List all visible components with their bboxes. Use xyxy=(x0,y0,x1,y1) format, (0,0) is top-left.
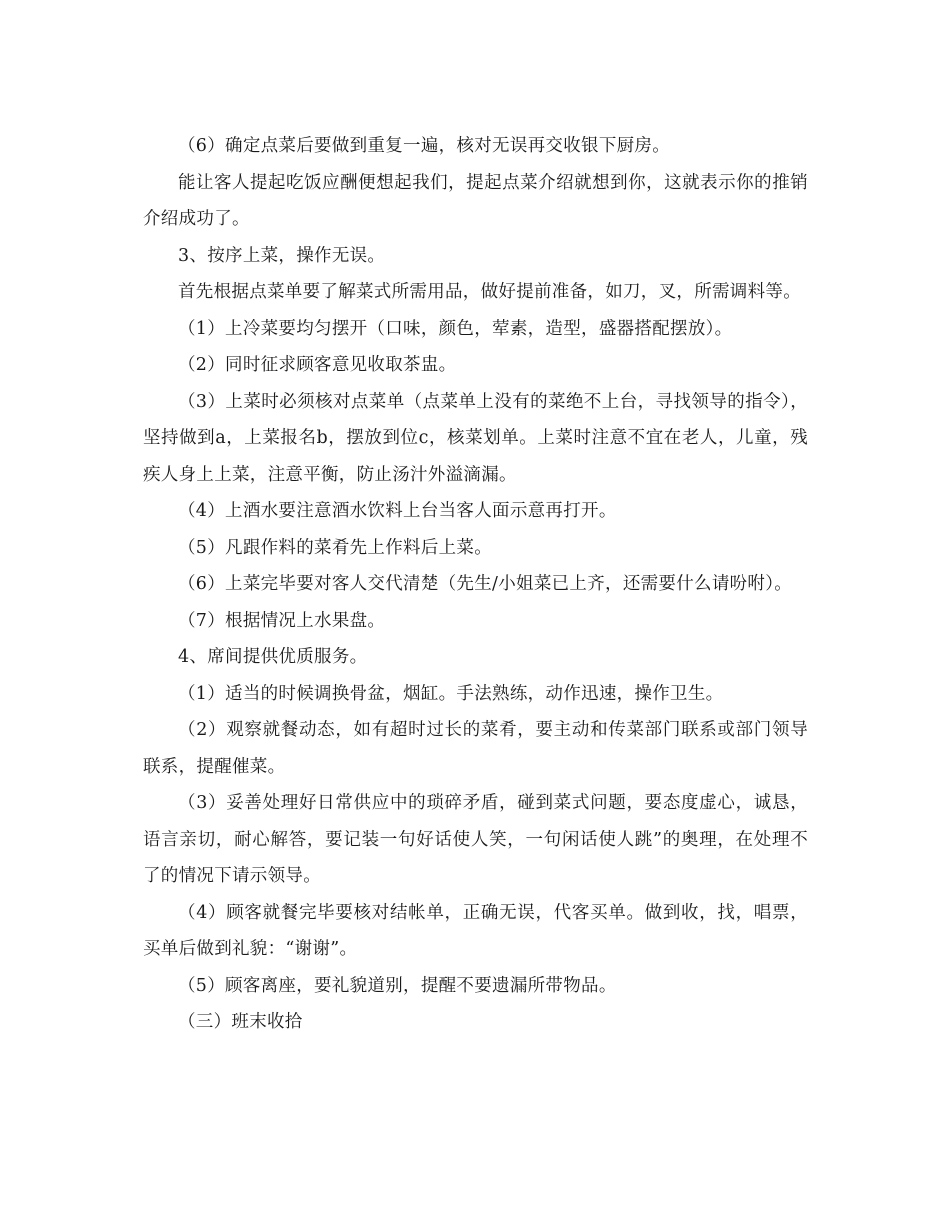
paragraph-item-6-dishes-complete: （6）上菜完毕要对客人交代清楚（先生/小姐菜已上齐，还需要什么请吩咐）。 xyxy=(178,574,793,594)
paragraph-item-2-observe-dining: （2）观察就餐动态，如有超时过长的菜肴，要主动和传菜部门联系或部门领导联系，提醒催菜。 xyxy=(143,720,808,777)
paragraph-item-4-checkout: （4）顾客就餐完毕要核对结帐单，正确无误，代客买单。做到收，找，唱票，买单后做到礼貌：“谢谢”。 xyxy=(143,902,808,959)
paragraph-item-5-condiments: （5）凡跟作料的菜肴先上作料后上菜。 xyxy=(178,537,493,558)
section-heading-shift-end: （三）班末收拾 xyxy=(178,1012,303,1032)
paragraph-preparation: 首先根据点菜单要了解菜式所需用品，做好提前准备，如刀，叉，所需调料等。 xyxy=(178,282,801,302)
paragraph-item-4-drinks: （4）上酒水要注意酒水饮料上台当客人面示意再打开。 xyxy=(178,501,617,521)
paragraph-item-7-fruit-plate: （7）根据情况上水果盘。 xyxy=(178,610,386,631)
paragraph-item-3-check-order: （3）上菜时必须核对点菜单（点菜单上没有的菜绝不上台，寻找领导的指令），坚持做到a，上菜报名b，摆放到位c，核菜划单。上菜时注意不宜在老人，儿童，残疾人身上上菜，注意平衡，防止汤汁外溢滴漏。 xyxy=(143,391,808,485)
paragraph-item-1-cold-dishes: （1）上冷菜要均匀摆开（口味，颜色，荤素，造型，盛器搭配摆放）。 xyxy=(178,318,733,339)
section-heading-3: 3、按序上菜，操作无误。 xyxy=(178,245,386,266)
section-heading-4: 4、席间提供优质服务。 xyxy=(178,647,368,667)
paragraph-item-1-change-plates: （1）适当的时候调换骨盆，烟缸。手法熟练，动作迅速，操作卫生。 xyxy=(178,683,724,704)
paragraph-sales-success: 能让客人提起吃饭应酬便想起我们，提起点菜介绍就想到你，这就表示你的推销介绍成功了。 xyxy=(143,172,808,229)
paragraph-item-5-farewell: （5）顾客离座，要礼貌道别，提醒不要遗漏所带物品。 xyxy=(178,975,617,996)
paragraph-item-3-handle-conflicts: （3）妥善处理好日常供应中的琐碎矛盾，碰到菜式问题，要态度虚心，诚恳，语言亲切，耐心解答，要记装一句好话使人笑，一句闲话使人跳”的奥理，在处理不了的情况下请示领导。 xyxy=(143,793,808,886)
paragraph-item-2-tea-cups: （2）同时征求顾客意见收取茶盅。 xyxy=(178,355,457,375)
document-body xyxy=(143,128,808,1041)
paragraph-item-6-confirm-order: （6）确定点菜后要做到重复一遍，核对无误再交收银下厨房。 xyxy=(178,136,671,156)
